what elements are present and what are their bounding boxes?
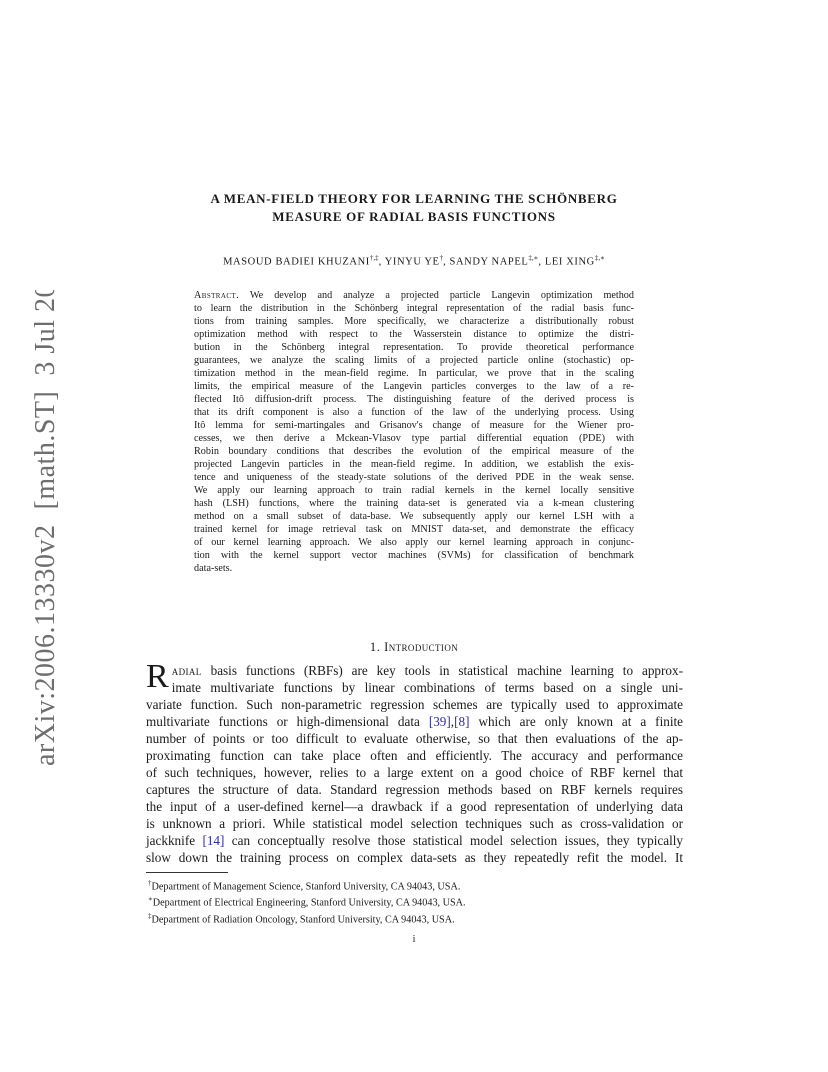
abstract-line: flected Itô diffusion-drift process. The distinguishing feature of the derived process is xyxy=(194,394,634,405)
section-number: 1. xyxy=(369,640,381,654)
citation-link[interactable]: [39] xyxy=(428,714,451,729)
author-name: SANDY NAPEL xyxy=(449,256,529,268)
footnote-text: Department of Management Science, Stanford University, CA 94043, USA. xyxy=(151,881,461,893)
body-line: number of points or too difficult to evaluate otherwise, so that then evaluations of the ap- xyxy=(146,731,683,746)
author-affiliation-marks: ‡,∗ xyxy=(528,254,539,262)
body-line: is unknown a priori. While statistical model selection techniques such as cross-validation or xyxy=(146,816,683,831)
footnote-mark: ‡ xyxy=(148,911,152,920)
arxiv-identifier-text: arXiv:2006.13330v2 [math.ST] 3 Jul 2020 xyxy=(30,290,61,766)
body-line: imate multivariate functions by linear combinations of terms based on a single uni- xyxy=(171,680,683,695)
body-line: jackknife [14] can conceptually resolve those statistical model selection issues, they typically xyxy=(146,833,684,848)
author-list: MASOUD BADIEI KHUZANI†,‡, YINYU YE†, SANDY NAPEL‡,∗, LEI XING‡,∗ xyxy=(223,254,605,268)
page-number: i xyxy=(412,934,416,945)
footnote-mark: ∗ xyxy=(148,895,153,904)
author-name: LEI XING xyxy=(544,256,595,268)
paper-title xyxy=(140,190,688,226)
footnote xyxy=(148,910,466,926)
abstract-line: tion with the kernel support vector machines (SVMs) for classification of benchmark xyxy=(194,550,634,561)
author-affiliation-marks: ‡,∗ xyxy=(594,254,605,262)
title-line-2: MEASURE OF RADIAL BASIS FUNCTIONS xyxy=(272,209,556,224)
abstract-line: hash (LSH) functions, where the training data-set is generated via a k-mean clustering xyxy=(194,498,634,509)
abstract-line: optimization method with respect to the Wasserstein distance to optimize the distri- xyxy=(194,329,634,340)
body-line: the input of a user-defined kernel—a drawback if a good representation of underlying data xyxy=(146,799,683,814)
abstract-line: We apply our learning approach to train radial kernels in the kernel locally sensitive xyxy=(194,485,634,496)
author-affiliation-marks: †,‡ xyxy=(369,254,379,262)
abstract-line: of our kernel learning approach. We also apply our kernel learning approach in conjunc- xyxy=(194,537,634,548)
title-line-1: A MEAN-FIELD THEORY FOR LEARNING THE SCHÖNBERG xyxy=(210,191,618,206)
footnote-text: Department of Radiation Oncology, Stanford University, CA 94043, USA. xyxy=(151,914,455,926)
citation-link[interactable]: [8] xyxy=(454,714,470,729)
body-line: captures the structure of data. Standard regression methods based on RBF kernels requires xyxy=(146,782,683,797)
body-line: variate function. Such non-parametric regression schemes are typically used to approximate xyxy=(146,697,683,712)
introduction-body xyxy=(146,658,684,866)
arxiv-identifier-stamp xyxy=(22,290,62,770)
body-line: proximating function can take place often and efficiently. The accuracy and performance xyxy=(146,748,683,763)
abstract-line: that its drift component is also a function of the law of the underlying process. Using xyxy=(194,407,634,418)
footnote xyxy=(148,877,466,893)
section-heading xyxy=(140,640,688,655)
abstract-line: tence and uniqueness of the steady-state solutions of the derived PDE in the weak sense. xyxy=(194,472,634,483)
abstract-line: Abstract. We develop and analyze a projected particle Langevin optimization method xyxy=(194,290,634,301)
abstract-line: projected Langevin particles in the mean-field regime. In addition, we establish the exis- xyxy=(194,459,634,470)
footnote xyxy=(148,893,466,909)
body-line: multivariate functions or high-dimensional data [39],[8] which are only known at a finite xyxy=(146,714,684,729)
abstract-line: to learn the distribution in the Schönberg integral representation of the radial basis func- xyxy=(194,303,634,314)
author-name: YINYU YE xyxy=(384,256,440,268)
abstract-line: Itô lemma for semi-martingales and Grisanov's change of measure for the Wiener pro- xyxy=(194,420,634,431)
abstract-line: timization method in the mean-field regime. In particular, we prove that in the scaling xyxy=(194,368,634,379)
author-affiliation-marks: † xyxy=(439,254,444,262)
author-name: MASOUD BADIEI KHUZANI xyxy=(223,256,370,268)
footnote-text: Department of Electrical Engineering, Stanford University, CA 94043, USA. xyxy=(152,897,466,909)
footnote-rule xyxy=(146,872,228,873)
abstract-line: data-sets. xyxy=(194,563,233,574)
drop-cap: R xyxy=(146,658,169,695)
abstract-line: Robin boundary conditions that describes the evolution of the empirical measure of the xyxy=(194,446,634,457)
citation-link[interactable]: [14] xyxy=(202,833,225,848)
body-line: of such techniques, however, relies to a large extent on a good choice of RBF kernel that xyxy=(146,765,683,780)
abstract-line: method on a small subset of data-base. We subsequently apply our kernel LSH with a xyxy=(194,511,634,522)
abstract-line: tions from training samples. More specifically, we characterize a distributionally robust xyxy=(194,316,634,327)
footnotes xyxy=(148,877,466,926)
abstract-line: guarantees, we analyze the scaling limits of a projected particle online (stochastic) op- xyxy=(194,355,634,366)
abstract-line: limits, the empirical measure of the Langevin particles converges to the law of a re- xyxy=(194,381,634,392)
abstract-label: Abstract. xyxy=(194,290,240,301)
abstract-line: trained kernel for image retrieval task on MNIST data-set, and demonstrate the efficacy xyxy=(194,524,634,535)
footnote-mark: † xyxy=(148,879,152,887)
body-line: adial basis functions (RBFs) are key tools in statistical machine learning to approx- xyxy=(171,663,683,678)
abstract-line: cesses, we then derive a Mckean-Vlasov type partial differential equation (PDE) with xyxy=(194,433,634,444)
body-line: slow down the training process on complex data-sets as they repeatedly refit the model. It xyxy=(146,850,683,865)
abstract-line: bution in the Schönberg integral representation. To provide theoretical performance xyxy=(194,342,634,353)
abstract xyxy=(194,289,634,575)
section-title: Introduction xyxy=(384,640,459,654)
